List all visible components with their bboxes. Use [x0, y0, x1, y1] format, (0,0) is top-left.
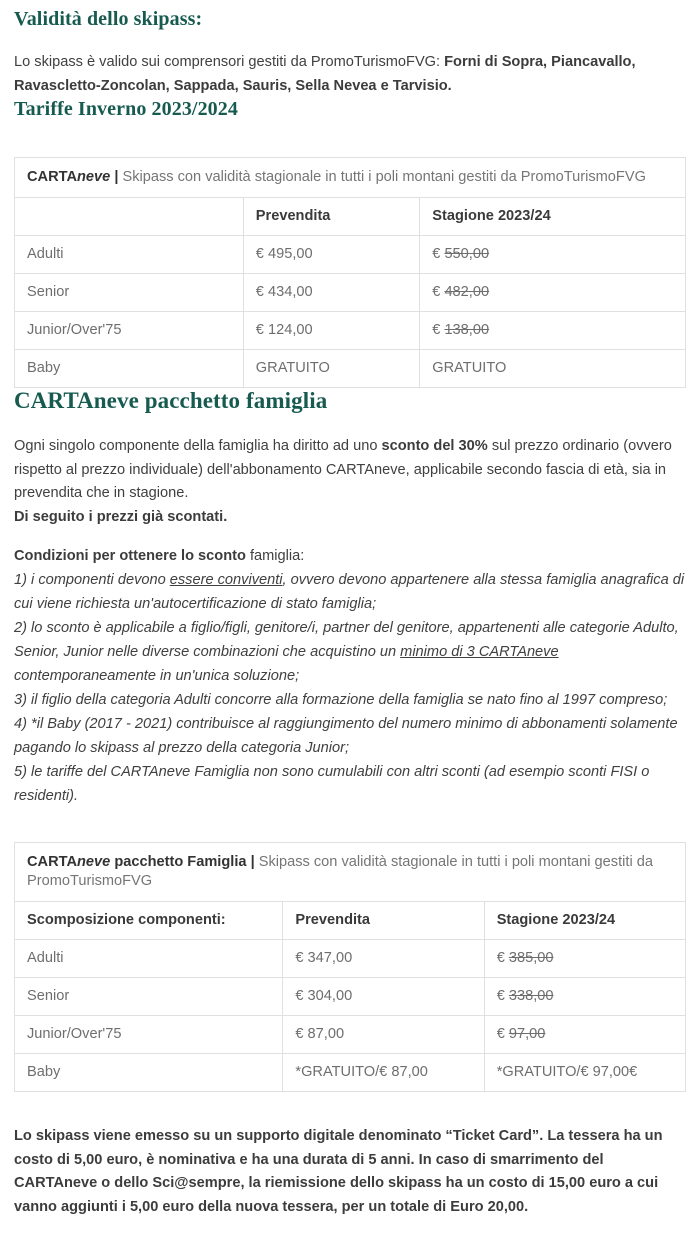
row-label: Junior/Over'75 [15, 1016, 283, 1054]
prevendita-price: € 124,00 [243, 312, 419, 350]
row-label: Senior [15, 274, 244, 312]
condition-item-4: 4) *il Baby (2017 - 2021) contribuisce al raggiungimento del numero minimo di abbonamenti solamente pagando lo skipass al prezzo della categoria Junior; [14, 716, 678, 756]
row-label: Senior [15, 978, 283, 1016]
conditions-paragraph [14, 544, 686, 808]
stagione-price: € 97,00 [484, 1016, 685, 1054]
cartaneve-table-container [14, 157, 686, 388]
stagione-price: € 550,00 [420, 236, 686, 274]
table-row-baby [15, 350, 686, 388]
tariff-table-cartaneve [14, 157, 686, 388]
prevendita-price: GRATUITO [243, 350, 419, 388]
table-row-adulti [15, 940, 686, 978]
brand-carta: CARTA [27, 854, 77, 870]
struck-price: 338,00 [508, 988, 554, 1004]
stagione-price: € 482,00 [420, 274, 686, 312]
table-row-adulti [15, 236, 686, 274]
stagione-price: € 338,00 [484, 978, 685, 1016]
heading-validity: Validità dello skipass: [14, 8, 203, 30]
caption-separator: | [246, 854, 259, 870]
table-row-senior [15, 274, 686, 312]
family-table-container [14, 842, 686, 1092]
table-caption-row [15, 158, 686, 198]
table-header-row [15, 198, 686, 236]
struck-price: 138,00 [444, 322, 490, 338]
table-header-row [15, 902, 686, 940]
discount-bold: sconto del 30% [381, 438, 488, 454]
condition-item-5: 5) le tariffe del CARTAneve Famiglia non sono cumulabili con altri sconti (ad esempio sconti FISI o residenti). [14, 764, 650, 804]
brand-carta: CARTA [27, 169, 77, 185]
struck-price: 550,00 [444, 246, 490, 262]
family-intro-paragraph: Ogni singolo componente della famiglia ha diritto ad uno sconto del 30% sul prezzo ordinario (ovvero rispetto al prezzo individuale) dell'abbonamento CARTAneve, applicabile secondo fascia di età, sia in prevendita che in stagione. Di seguito i prezzi già scontati. [14, 438, 672, 525]
underlined-text: essere conviventi [169, 572, 283, 588]
col-header-scomposizione: Scomposizione componenti: [15, 902, 283, 940]
condition-item-3: 3) il figlio della categoria Adulti concorre alla formazione della famiglia se nato fino al 1997 compreso; [14, 692, 668, 708]
struck-price: 482,00 [444, 284, 490, 300]
prevendita-price: € 87,00 [283, 1016, 484, 1054]
prices-discounted-bold: Di seguito i prezzi già scontati. [14, 508, 228, 525]
col-header-empty [15, 198, 244, 236]
row-label: Baby [15, 1054, 283, 1092]
col-header-prevendita: Prevendita [243, 198, 419, 236]
row-label: Adulti [15, 940, 283, 978]
heading-family-package: CARTAneve pacchetto famiglia [14, 388, 328, 413]
tariff-table-famiglia [14, 842, 686, 1092]
conditions-title-bold: Condizioni per ottenere lo sconto [14, 548, 246, 564]
brand-neve: neve [77, 854, 111, 870]
row-label: Adulti [15, 236, 244, 274]
prevendita-price: € 304,00 [283, 978, 484, 1016]
conditions-title-rest: famiglia: [245, 548, 305, 564]
brand-suffix: pacchetto Famiglia [110, 854, 247, 870]
intro-resorts-bold: Forni di Sopra, Piancavallo, Ravascletto-Zoncolan, Sappada, Sauris, Sella Nevea e Tarvisio. [14, 54, 636, 94]
prevendita-price: € 495,00 [243, 236, 419, 274]
prevendita-price: *GRATUITO/€ 87,00 [283, 1054, 484, 1092]
table-row-senior [15, 978, 686, 1016]
table-row-junior [15, 312, 686, 350]
stagione-price: € 385,00 [484, 940, 685, 978]
row-label: Junior/Over'75 [15, 312, 244, 350]
caption-description: Skipass con validità stagionale in tutti i poli montani gestiti da PromoTurismoFVG [27, 854, 653, 889]
prevendita-price: € 434,00 [243, 274, 419, 312]
table-caption-row [15, 843, 686, 902]
col-header-prevendita: Prevendita [283, 902, 484, 940]
struck-price: 97,00 [508, 1026, 546, 1042]
row-label: Baby [15, 350, 244, 388]
condition-item-1: 1) i componenti devono essere conviventi, ovvero devono appartenere alla stessa famiglia anagrafica di cui viene richiesta un'autocertificazione di stato famiglia; [14, 572, 685, 612]
stagione-price: GRATUITO [420, 350, 686, 388]
underlined-text: minimo di 3 CARTAneve [400, 644, 559, 660]
condition-item-2: 2) lo sconto è applicabile a figlio/figli, genitore/i, partner del genitore, appartenenti alle categorie Adulto, Senior, Junior nelle diverse combinazioni che acquistino un minimo di 3 CARTAneve contemporaneamente in un'unica soluzione; [14, 620, 679, 684]
struck-price: 385,00 [508, 950, 554, 966]
col-header-stagione: Stagione 2023/24 [420, 198, 686, 236]
intro-text: Lo skipass è valido sui comprensori gestiti da PromoTurismoFVG: [14, 54, 445, 70]
table-row-baby [15, 1054, 686, 1092]
table-row-junior [15, 1016, 686, 1054]
ticket-card-note: Lo skipass viene emesso su un supporto digitale denominato “Ticket Card”. La tessera ha un costo di 5,00 euro, è nominativa e ha una durata di 5 anni. In caso di smarrimento del CARTAneve o dello Sci@sempre, la riemissione dello skipass ha un costo di 15,00 euro a cui vanno aggiunti i 5,00 euro della nuova tessera, per un totale di Euro 20,00. [14, 1128, 663, 1215]
brand-neve: neve [77, 169, 111, 185]
caption-description: Skipass con validità stagionale in tutti i poli montani gestiti da PromoTurismoFVG [122, 169, 646, 185]
stagione-price: € 138,00 [420, 312, 686, 350]
caption-separator: | [110, 169, 123, 185]
prevendita-price: € 347,00 [283, 940, 484, 978]
heading-tariffs-winter: Tariffe Inverno 2023/2024 [14, 98, 238, 120]
stagione-price: *GRATUITO/€ 97,00€ [484, 1054, 685, 1092]
col-header-stagione: Stagione 2023/24 [484, 902, 685, 940]
intro-paragraph [14, 51, 686, 98]
